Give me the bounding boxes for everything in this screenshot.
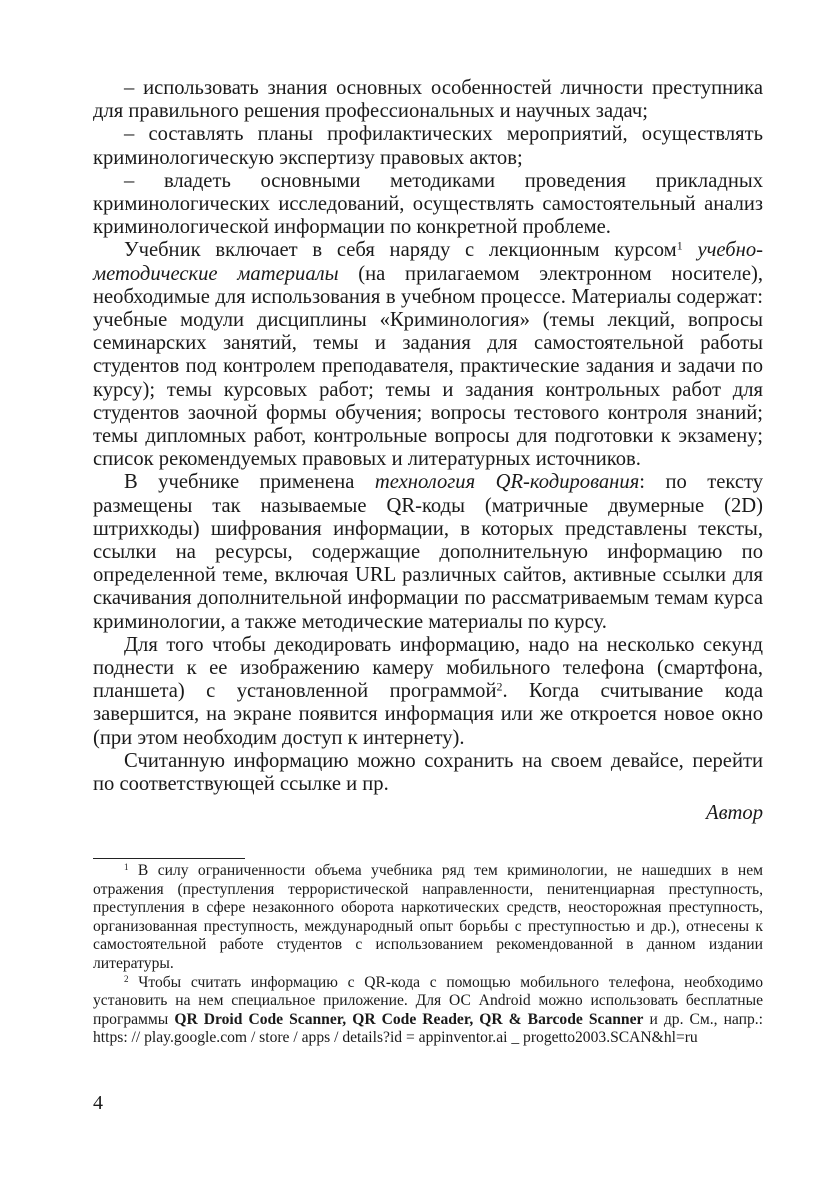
footnote-ref-2: 2: [496, 679, 503, 694]
paragraph-qr-technology: [93, 471, 763, 633]
paragraph-decode-rest: . Когда считывание кода завершится, на экране появится информация или же откроется новое окно (при этом необходим доступ к интернету).: [93, 680, 763, 749]
footnote-2-text-end: и др. См., напр.: https: // play.google.com / store / apps / details?id = appinventor.ai _ progetto2003.SCAN&hl=ru: [93, 1010, 764, 1047]
paragraph-materials: [93, 239, 763, 471]
footnote-ref-1: 1: [676, 238, 683, 253]
footnote-2: [93, 974, 763, 1048]
bullet-knowledge: – использовать знания основных особенностей личности преступника для правильного решения профессиональных и научных задач;: [93, 77, 763, 123]
author-signature: Автор: [706, 802, 763, 825]
page-number: 4: [93, 1092, 103, 1114]
bullet-methods: – владеть основными методиками проведения прикладных криминологических исследований, осуществлять самостоятельный анализ криминологической информации по конкретной проблеме.: [93, 169, 763, 239]
paragraph-materials-italic: учебно-методические материалы: [93, 239, 764, 285]
paragraph-save: Считанную информацию можно сохранить на своем девайсе, перейти по соответствующей ссылке и пр.: [93, 749, 763, 796]
paragraph-materials-start: Учебник включает в себя наряду с лекционным курсом: [124, 239, 677, 262]
paragraph-materials-rest: (на прилагаемом электронном носителе), необходимые для использования в учебном процессе. Материалы содержат: учебные модули дисциплины «Криминология» (темы лекций, вопросы семинарских занятий, темы и задания для самостоятельной работы студентов под контролем преподавателя, практические задания и задачи по курсу); темы курсовых работ; темы и задания контрольных работ для студентов заочной формы обучения; вопросы тестового контроля знаний; темы дипломных работ, контрольные вопросы для подготовки к экзамену; список рекомендуемых правовых и литературных источников.: [93, 262, 763, 471]
footnote-divider: [93, 858, 245, 859]
paragraph-decode: [93, 634, 763, 750]
bullet-plans: – составлять планы профилактических мероприятий, осуществлять криминологическую экспертизу правовых актов;: [93, 123, 763, 169]
footnote-1-marker: 1: [124, 862, 129, 873]
footnote-2-text-start: Чтобы считать информацию с QR-кода с помощью мобильного телефона, необходимо установить на нем специальное приложение. Для ОС Android можно использовать бесплатные программы: [93, 973, 764, 1028]
footnotes: [93, 862, 763, 1048]
paragraph-qr-italic: технология QR-кодирования: [374, 471, 640, 494]
footnote-1: [93, 862, 763, 974]
paragraph-decode-start: Для того чтобы декодировать информацию, надо на несколько секунд поднести к ее изображению камеру мобильного телефона (смартфона, планшета) с установленной программой: [93, 633, 763, 703]
paragraph-qr-start: В учебнике применена: [124, 471, 355, 494]
footnote-1-text: В силу ограниченности объема учебника ряд тем криминологии, не нашедших в нем отражения (преступления террористической направленности, пенитенциарная преступность, преступления в сфере незаконного оборота наркотических средств, неосторожная преступность, организованная преступность, международный опыт борьбы с преступностью и др.), отнесены к самостоятельной работе студентов с использованием рекомендованной в данном издании литературы.: [93, 862, 763, 972]
footnote-2-marker: 2: [124, 973, 129, 984]
paragraph-qr-rest: : по тексту размещены так называемые QR-коды (матричные двумерные (2D) штрихкоды) шифрования информации, в которых представлены тексты, ссылки на ресурсы, содержащие дополнительную информацию по определенной теме, включая URL различных сайтов, активные ссылки для скачивания дополнительной информации по рассматриваемым темам курса криминологии, а также методические материалы по курсу.: [93, 471, 763, 633]
main-text: [93, 77, 763, 826]
footnote-2-app-names: QR Droid Code Scanner, QR Code Reader, QR & Barcode Scanner: [174, 1010, 644, 1028]
